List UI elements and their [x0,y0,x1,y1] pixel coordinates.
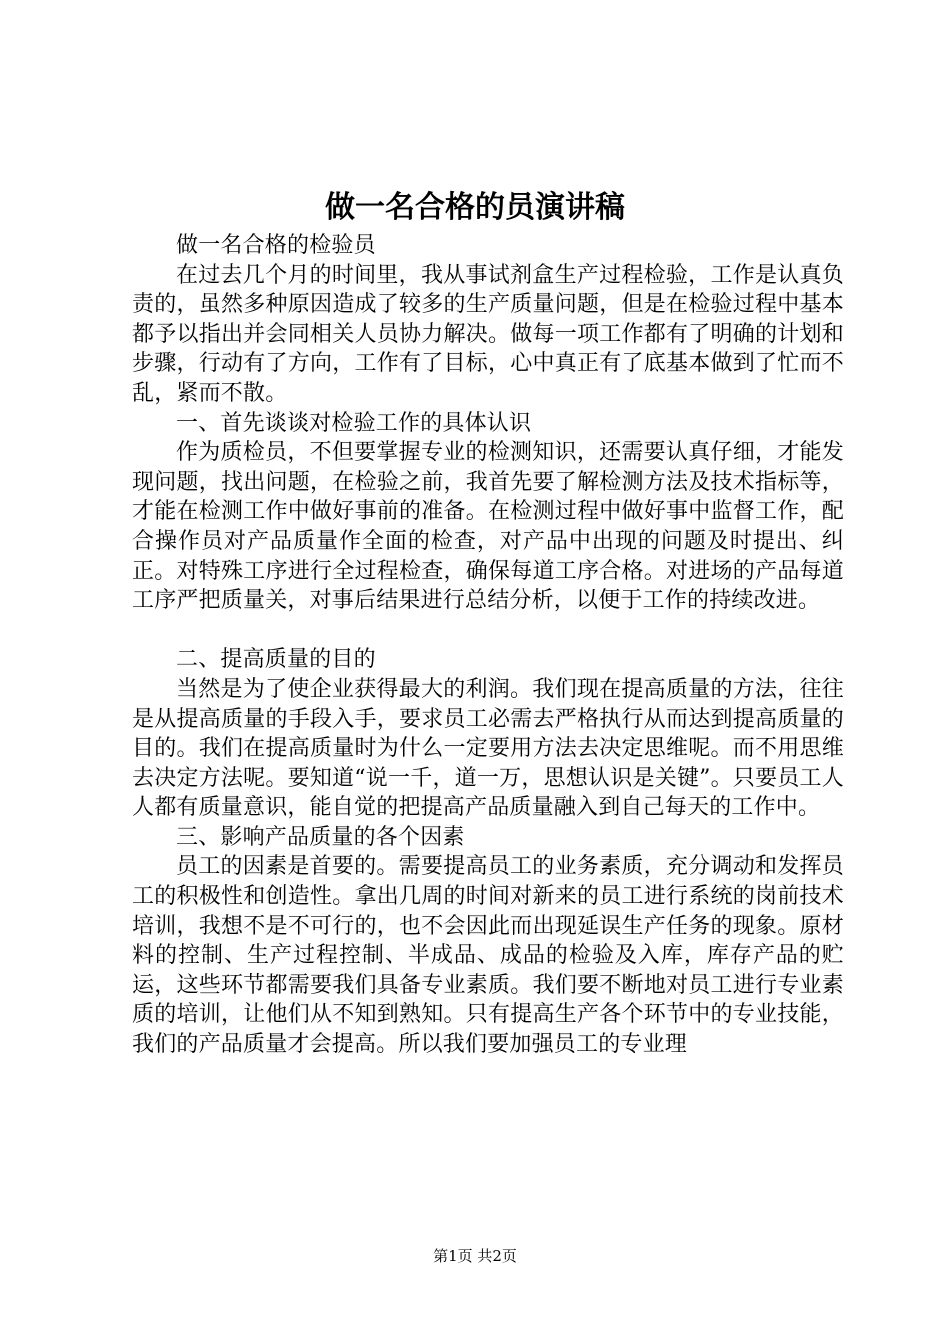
section-heading-2: 二、提高质量的目的 [176,647,376,673]
paragraph-intro: 在过去几个月的时间里，我从事试剂盒生产过程检验，工作是认真负责的，虽然多种原因造成了较多的生产质量问题，但是在检验过程中基本都予以指出并会同相关人员协力解决。做每一项工作都有了明确的计划和步骤，行动有了方向，工作有了目标，心中真正有了底基本做到了忙而不乱，紧而不散。 [132,262,844,406]
document-subtitle: 做一名合格的检验员 [176,233,376,258]
section-heading-1: 一、首先谈谈对检验工作的具体认识 [176,410,532,436]
paragraph-section-3: 员工的因素是首要的。需要提高员工的业务素质，充分调动和发挥员工的积极性和创造性。拿出几周的时间对新来的员工进行系统的岗前技术培训，我想不是不可行的，也不会因此而出现延误生产任务的现象。原材料的控制、生产过程控制、半成品、成品的检验及入库，库存产品的贮运，这些环节都需要我们具备专业素质。我们要不断地对员工进行专业素质的培训，让他们从不知到熟知。只有提高生产各个环节中的专业技能，我们的产品质量才会提高。所以我们要加强员工的专业理 [132,854,844,1058]
paragraph-spacer [132,616,844,646]
paragraph-section-1: 作为质检员，不但要掌握专业的检测知识，还需要认真仔细，才能发现问题，找出问题，在检验之前，我首先要了解检测方法及技术指标等，才能在检测工作中做好事前的准备。在检测过程中做好事中监督工作，配合操作员对产品质量作全面的检查，对产品中出现的问题及时提出、纠正。对特殊工序进行全过程检查，确保每道工序合格。对进场的产品每道工序严把质量关，对事后结果进行总结分析，以便于工作的持续改进。 [132,440,844,614]
section-heading-3: 三、影响产品质量的各个因素 [176,824,465,850]
document-title: 做一名合格的员演讲稿 [325,190,625,225]
paragraph-section-2: 当然是为了使企业获得最大的利润。我们现在提高质量的方法，往往是从提高质量的手段入手，要求员工必需去严格执行从而达到提高质量的目的。我们在提高质量时为什么一定要用方法去决定思维呢。而不用思维去决定方法呢。要知道“说一千，道一万，思想认识是关键”。只要员工人人都有质量意识，能自觉的把提高产品质量融入到自己每天的工作中。 [132,676,844,821]
page-number-footer: 第1页 共2页 [433,1247,517,1265]
document-body [132,231,844,1060]
